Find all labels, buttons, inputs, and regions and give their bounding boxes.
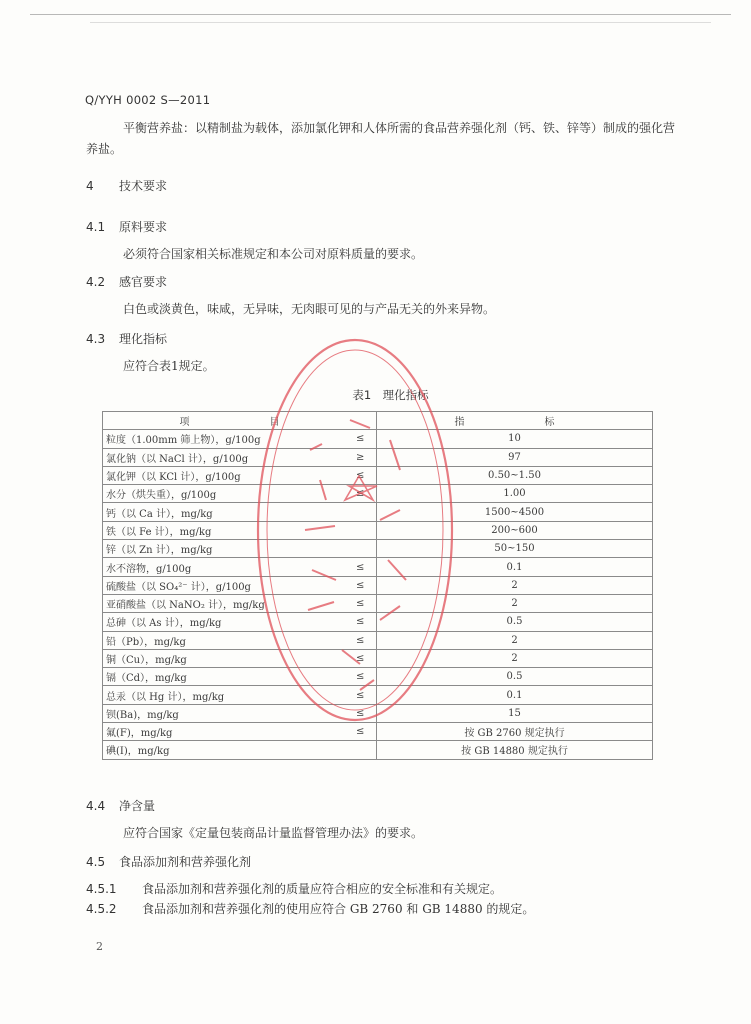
- row-relation-cell: [345, 540, 377, 558]
- table-row: [103, 704, 653, 722]
- row-item-cell: 铅（Pb），mg/kg: [103, 631, 345, 649]
- clause-number: 4.5.1: [86, 882, 117, 896]
- table-row: [103, 613, 653, 631]
- row-value-cell: 97: [377, 448, 653, 466]
- section-4-2-heading: [86, 273, 167, 290]
- row-value-cell: 2: [377, 594, 653, 612]
- row-item-cell: 铁（以 Fe 计），mg/kg: [103, 521, 345, 539]
- intro-paragraph: 平衡营养盐：以精制盐为载体，添加氯化钾和人体所需的食品营养强化剂（钙、铁、锌等）制成的强化营养盐。: [86, 121, 676, 156]
- section-4-4-heading: [86, 797, 155, 814]
- table-row: [103, 576, 653, 594]
- row-value-cell: 10: [377, 430, 653, 448]
- row-value-cell: 0.5: [377, 668, 653, 686]
- row-value-cell: 2: [377, 576, 653, 594]
- scan-edge-line: [30, 14, 731, 15]
- section-4-1-body: 必须符合国家相关标准规定和本公司对原料质量的要求。: [123, 247, 424, 261]
- table-row: [103, 503, 653, 521]
- row-value-cell: 1500~4500: [377, 503, 653, 521]
- table-row: [103, 448, 653, 466]
- table-row: [103, 686, 653, 704]
- row-value-cell: 0.5: [377, 613, 653, 631]
- row-value-cell: 1.00: [377, 485, 653, 503]
- table-row: [103, 466, 653, 484]
- clause-4-5-1: [86, 880, 502, 897]
- section-number: 4.1: [86, 220, 106, 234]
- row-relation-cell: [345, 741, 377, 759]
- row-item-cell: 氯化钾（以 KCl 计），g/100g: [103, 466, 345, 484]
- scan-edge-line-faint: [90, 22, 711, 23]
- section-4-3-heading: [86, 330, 167, 347]
- section-number: 4.4: [86, 799, 106, 813]
- row-item-cell: 总砷（以 As 计），mg/kg: [103, 613, 345, 631]
- row-item-cell: 氯化钠（以 NaCl 计），g/100g: [103, 448, 345, 466]
- spec-table: [102, 411, 653, 760]
- table-row: [103, 594, 653, 612]
- clause-text: 食品添加剂和营养强化剂的质量应符合相应的安全标准和有关规定。: [142, 882, 503, 896]
- row-relation-cell: ≤: [345, 430, 377, 448]
- row-relation-cell: ≤: [345, 558, 377, 576]
- table-row: [103, 540, 653, 558]
- table-row: [103, 485, 653, 503]
- header-value: 指 标: [377, 412, 653, 430]
- section-number: 4.5: [86, 855, 106, 869]
- row-item-cell: 水不溶物，g/100g: [103, 558, 345, 576]
- row-value-cell: 按 GB 14880 规定执行: [377, 741, 653, 759]
- clause-4-5-2: [86, 900, 534, 917]
- section-title: 理化指标: [119, 332, 168, 346]
- row-value-cell: 15: [377, 704, 653, 722]
- table-row: [103, 521, 653, 539]
- section-4-2-body: 白色或淡黄色，味咸，无异味，无肉眼可见的与产品无关的外来异物。: [123, 302, 496, 316]
- row-item-cell: 氟(F)，mg/kg: [103, 723, 345, 741]
- row-item-cell: 粒度（1.00mm 筛上物），g/100g: [103, 430, 345, 448]
- section-title: 感官要求: [119, 275, 168, 289]
- row-relation-cell: ≥: [345, 448, 377, 466]
- row-item-cell: 锌（以 Zn 计），mg/kg: [103, 540, 345, 558]
- table-caption: 表1 理化指标: [352, 388, 429, 402]
- row-value-cell: 0.1: [377, 558, 653, 576]
- table-row: [103, 558, 653, 576]
- row-relation-cell: ≤: [345, 668, 377, 686]
- row-value-cell: 0.50~1.50: [377, 466, 653, 484]
- row-relation-cell: ≤: [345, 485, 377, 503]
- row-relation-cell: [345, 521, 377, 539]
- section-4-5-heading: [86, 853, 251, 870]
- table-row: [103, 430, 653, 448]
- row-item-cell: 钙（以 Ca 计），mg/kg: [103, 503, 345, 521]
- row-value-cell: 2: [377, 631, 653, 649]
- table-row: [103, 631, 653, 649]
- header-item: 项 目: [103, 412, 377, 430]
- section-4-1-heading: [86, 218, 167, 235]
- clause-number: 4.5.2: [86, 902, 117, 916]
- row-item-cell: 钡(Ba)，mg/kg: [103, 704, 345, 722]
- row-item-cell: 硫酸盐（以 SO₄²⁻ 计），g/100g: [103, 576, 345, 594]
- section-title: 技术要求: [119, 179, 168, 193]
- table-row: [103, 723, 653, 741]
- row-relation-cell: ≤: [345, 704, 377, 722]
- row-value-cell: 0.1: [377, 686, 653, 704]
- section-number: 4.2: [86, 275, 106, 289]
- clause-text: 食品添加剂和营养强化剂的使用应符合 GB 2760 和 GB 14880 的规定。: [142, 902, 535, 916]
- row-value-cell: 2: [377, 649, 653, 667]
- row-relation-cell: [345, 503, 377, 521]
- section-4-heading: [86, 177, 167, 194]
- row-value-cell: 200~600: [377, 521, 653, 539]
- row-value-cell: 50~150: [377, 540, 653, 558]
- table-row: [103, 741, 653, 759]
- section-number: 4: [86, 179, 94, 193]
- table-row: [103, 649, 653, 667]
- row-relation-cell: ≤: [345, 686, 377, 704]
- row-item-cell: 总汞（以 Hg 计），mg/kg: [103, 686, 345, 704]
- section-title: 食品添加剂和营养强化剂: [119, 855, 252, 869]
- row-item-cell: 亚硝酸盐（以 NaNO₂ 计），mg/kg: [103, 594, 345, 612]
- section-title: 原料要求: [119, 220, 168, 234]
- row-relation-cell: ≤: [345, 649, 377, 667]
- row-relation-cell: ≤: [345, 594, 377, 612]
- row-relation-cell: ≤: [345, 466, 377, 484]
- section-4-3-body: 应符合表1规定。: [123, 359, 215, 373]
- section-4-4-body: 应符合国家《定量包装商品计量监督管理办法》的要求。: [123, 826, 424, 840]
- row-relation-cell: ≤: [345, 576, 377, 594]
- row-item-cell: 水分（烘失重），g/100g: [103, 485, 345, 503]
- standard-number: Q/YYH 0002 S—2011: [85, 93, 211, 107]
- table-header-row: [103, 412, 653, 430]
- row-value-cell: 按 GB 2760 规定执行: [377, 723, 653, 741]
- table-row: [103, 668, 653, 686]
- row-item-cell: 碘(I)，mg/kg: [103, 741, 345, 759]
- section-number: 4.3: [86, 332, 106, 346]
- row-item-cell: 铜（Cu），mg/kg: [103, 649, 345, 667]
- row-relation-cell: ≤: [345, 723, 377, 741]
- row-relation-cell: ≤: [345, 631, 377, 649]
- page-number: 2: [96, 940, 103, 953]
- row-relation-cell: ≤: [345, 613, 377, 631]
- row-item-cell: 镉（Cd），mg/kg: [103, 668, 345, 686]
- section-title: 净含量: [119, 799, 156, 813]
